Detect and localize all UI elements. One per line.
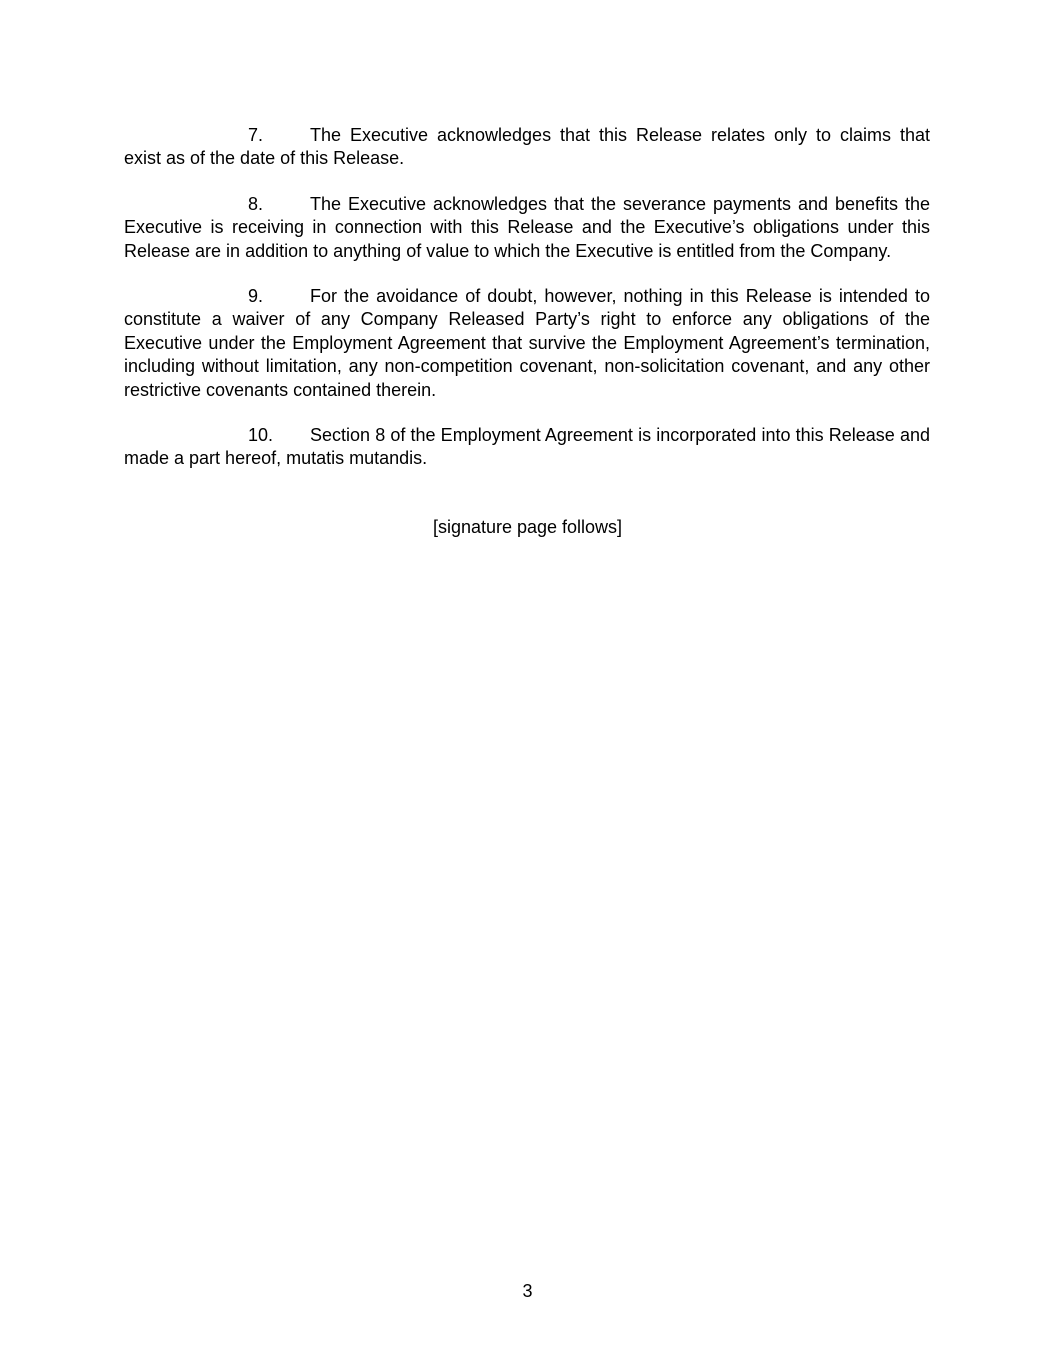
page-number: 3 <box>522 1281 533 1301</box>
paragraph-10 <box>124 424 930 471</box>
paragraph-10-text: Section 8 of the Employment Agreement is incorporated into this Release and made a part hereof, mutatis mutandis. <box>124 425 930 469</box>
paragraph-9-number: 9. <box>248 286 264 306</box>
paragraph-7 <box>124 124 930 171</box>
paragraph-7-text: The Executive acknowledges that this Release relates only to claims that exist as of the date of this Release. <box>124 125 930 169</box>
paragraph-8-number: 8. <box>248 194 264 214</box>
paragraph-9-text: For the avoidance of doubt, however, nothing in this Release is intended to constitute a waiver of any Company Released Party’s right to enforce any obligations of the Executive under the Employment Agreement that survive the Employment Agreement’s termination, including without limitation, any non-competition covenant, non-solicitation covenant, and any other restrictive covenants contained therein. <box>124 286 930 400</box>
paragraph-7-number: 7. <box>248 125 264 145</box>
paragraph-8 <box>124 193 930 263</box>
paragraph-10-number: 10. <box>248 425 274 445</box>
paragraph-9 <box>124 285 930 402</box>
paragraph-8-text: The Executive acknowledges that the severance payments and benefits the Executive is receiving in connection with this Release and the Executive’s obligations under this Release are in addition to anything of value to which the Executive is entitled from the Company. <box>124 194 930 261</box>
signature-page-note: [signature page follows] <box>432 517 623 537</box>
